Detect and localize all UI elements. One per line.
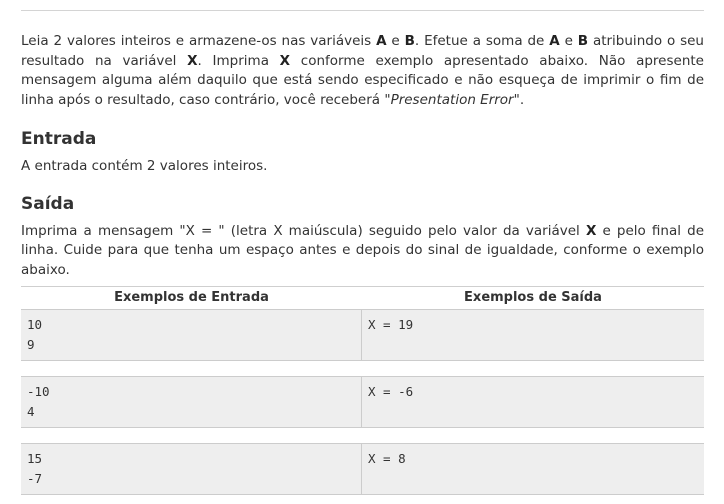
description-text: ". xyxy=(513,91,525,108)
problem-content xyxy=(21,32,704,280)
example-row xyxy=(21,443,704,495)
description-text: . Imprima xyxy=(197,52,280,69)
input-section-text: A entrada contém 2 valores inteiros. xyxy=(21,158,268,174)
output-text: e pelo final de linha. Cuide para que tenha um espaço antes e depois do sinal de igualdade, conforme o exemplo abaixo. xyxy=(21,222,704,278)
variable-x: X xyxy=(187,52,198,69)
description-text: e xyxy=(559,33,578,49)
top-divider xyxy=(21,10,704,11)
output-examples-header: Exemplos de Saída xyxy=(464,290,602,305)
variable-a: A xyxy=(376,33,387,49)
example-row xyxy=(21,376,704,428)
problem-description xyxy=(21,32,704,110)
example-input: 10 9 xyxy=(21,310,362,360)
input-section-title: Entrada xyxy=(21,129,97,149)
example-output: X = -6 xyxy=(368,384,414,399)
variable-x: X xyxy=(585,222,597,239)
example-output: X = 8 xyxy=(368,451,406,466)
examples-table xyxy=(21,286,704,504)
input-examples-header: Exemplos de Entrada xyxy=(114,290,269,305)
examples-header xyxy=(21,286,704,309)
example-output: X = 19 xyxy=(368,317,414,332)
example-row xyxy=(21,309,704,361)
example-input: 15 -7 xyxy=(21,444,362,494)
variable-b: B xyxy=(404,33,415,49)
output-section-title: Saída xyxy=(21,193,75,214)
example-input: -10 4 xyxy=(21,377,362,427)
variable-b: B xyxy=(577,33,589,49)
output-section-text xyxy=(21,222,704,281)
description-text: Leia 2 valores inteiros e armazene-os nas variáveis xyxy=(21,33,377,49)
variable-x: X xyxy=(279,52,291,69)
description-text: atribuindo o seu resultado na variável xyxy=(21,33,704,69)
variable-a: A xyxy=(549,33,560,49)
description-text: . Efetue a soma de xyxy=(414,33,550,49)
output-text: Imprima a mensagem "X = " (letra X maiúscula) seguido pelo valor da variável xyxy=(21,222,586,239)
presentation-error-term: Presentation Error xyxy=(390,91,514,108)
description-text: conforme exemplo apresentado abaixo. Não apresente mensagem alguma além daquilo que está sendo especificado e não esqueça de imprimir o fim de linha após o resultado, caso contrário, você receberá " xyxy=(21,52,704,108)
description-text: e xyxy=(386,33,405,49)
